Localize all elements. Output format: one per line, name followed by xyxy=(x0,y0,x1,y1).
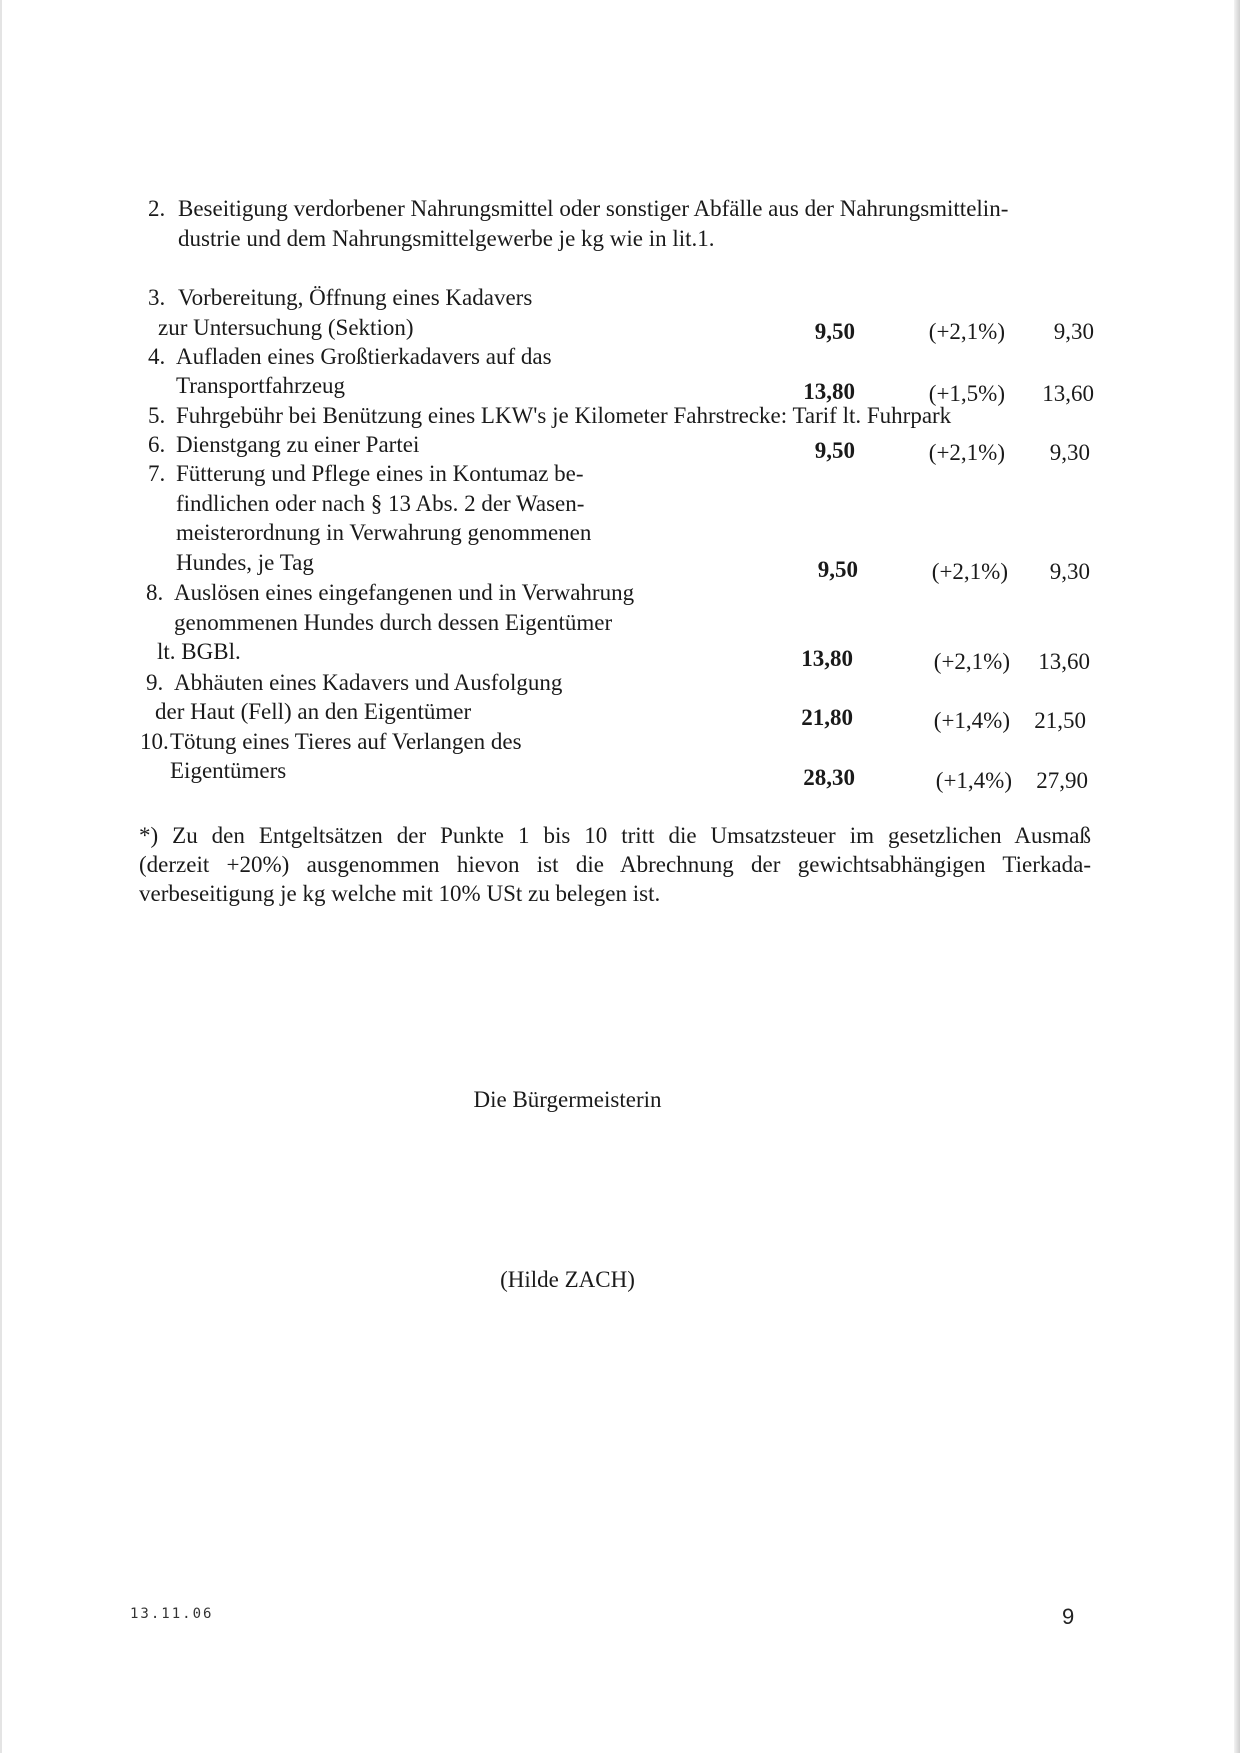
price-new: 9,50 xyxy=(817,557,858,582)
item-text-line: Dienstgang zu einer Partei xyxy=(176,432,420,457)
price-old: 9,30 xyxy=(1049,440,1090,465)
price-change: (+1,5%) xyxy=(928,381,1005,406)
price-change: (+2,1%) xyxy=(931,559,1008,584)
item-text-line: zur Untersuchung (Sektion) xyxy=(158,315,414,340)
item-text-line: Auslösen eines eingefangenen und in Verwahrung xyxy=(174,580,635,605)
item-text-line: Eigentümers xyxy=(170,758,287,783)
item-text-line: Vorbereitung, Öffnung eines Kadavers xyxy=(178,285,533,310)
price-change: (+2,1%) xyxy=(928,440,1005,465)
item-text-line: Fuhrgebühr bei Benützung eines LKW's je Kilometer Fahrstrecke: Tarif lt. Fuhrpark xyxy=(176,403,952,428)
price-old: 9,30 xyxy=(1049,559,1090,584)
item-text-line: Hundes, je Tag xyxy=(176,550,314,575)
price-new: 13,80 xyxy=(803,379,855,404)
item-number: 2. xyxy=(148,196,166,221)
item-text-line: Transportfahrzeug xyxy=(176,373,346,398)
item-number: 10. xyxy=(140,729,169,754)
item-number: 8. xyxy=(146,580,164,605)
item-text-line: Beseitigung verdorbener Nahrungsmittel oder sonstiger Abfälle aus der Nahrungsmittelin- xyxy=(178,196,1009,221)
vat-footnote xyxy=(139,821,1091,908)
signature-title: Die Bürgermeisterin xyxy=(473,1087,662,1112)
item-number: 6. xyxy=(148,432,166,457)
item-number: 3. xyxy=(148,285,166,310)
item-number: 4. xyxy=(148,344,166,369)
price-old: 9,30 xyxy=(1053,319,1094,344)
price-change: (+2,1%) xyxy=(928,319,1005,344)
item-text-line: Fütterung und Pflege eines in Kontumaz be- xyxy=(176,461,584,486)
price-old: 27,90 xyxy=(1036,768,1088,793)
item-text-line: Abhäuten eines Kadavers und Ausfolgung xyxy=(174,670,563,695)
footnote-line: *) Zu den Entgeltsätzen der Punkte 1 bis 10 tritt die Umsatzsteuer im gesetzlichen Ausmaß xyxy=(139,823,1091,848)
page-number: 9 xyxy=(1062,1604,1075,1629)
price-new: 28,30 xyxy=(803,765,855,790)
footer-date: 13.11.06 xyxy=(130,1606,214,1622)
price-old: 13,60 xyxy=(1042,381,1094,406)
item-text-line: dustrie und dem Nahrungsmittelgewerbe je kg wie in lit.1. xyxy=(178,226,715,251)
item-text-line: der Haut (Fell) an den Eigentümer xyxy=(155,699,472,724)
item-number: 7. xyxy=(148,461,166,486)
signature-name: (Hilde ZACH) xyxy=(500,1267,635,1292)
price-new: 13,80 xyxy=(801,646,853,671)
item-text-line: Aufladen eines Großtierkadavers auf das xyxy=(176,344,552,369)
scan-edge-right xyxy=(1234,0,1240,1753)
price-old: 21,50 xyxy=(1034,708,1086,733)
item-text-line: meisterordnung in Verwahrung genommenen xyxy=(176,520,592,545)
price-new: 9,50 xyxy=(814,438,855,463)
footnote-line: verbeseitigung je kg welche mit 10% USt zu belegen ist. xyxy=(139,881,661,906)
price-new: 21,80 xyxy=(801,705,853,730)
item-text-line: Tötung eines Tieres auf Verlangen des xyxy=(170,729,522,754)
item-number: 5. xyxy=(148,403,166,428)
item-text-line: lt. BGBl. xyxy=(157,639,241,664)
footnote-line: (derzeit +20%) ausgenommen hievon ist die Abrechnung der gewichtsabhängigen Tierkada- xyxy=(139,852,1091,877)
item-number: 9. xyxy=(146,670,164,695)
item-text-line: findlichen oder nach § 13 Abs. 2 der Wasen- xyxy=(176,491,585,516)
item-text-line: genommenen Hundes durch dessen Eigentümer xyxy=(174,610,613,635)
price-new: 9,50 xyxy=(814,319,855,344)
price-old: 13,60 xyxy=(1038,649,1090,674)
price-change: (+2,1%) xyxy=(933,649,1010,674)
price-change: (+1,4%) xyxy=(933,708,1010,733)
scan-edge-left xyxy=(0,0,2,1753)
price-change: (+1,4%) xyxy=(935,768,1012,793)
